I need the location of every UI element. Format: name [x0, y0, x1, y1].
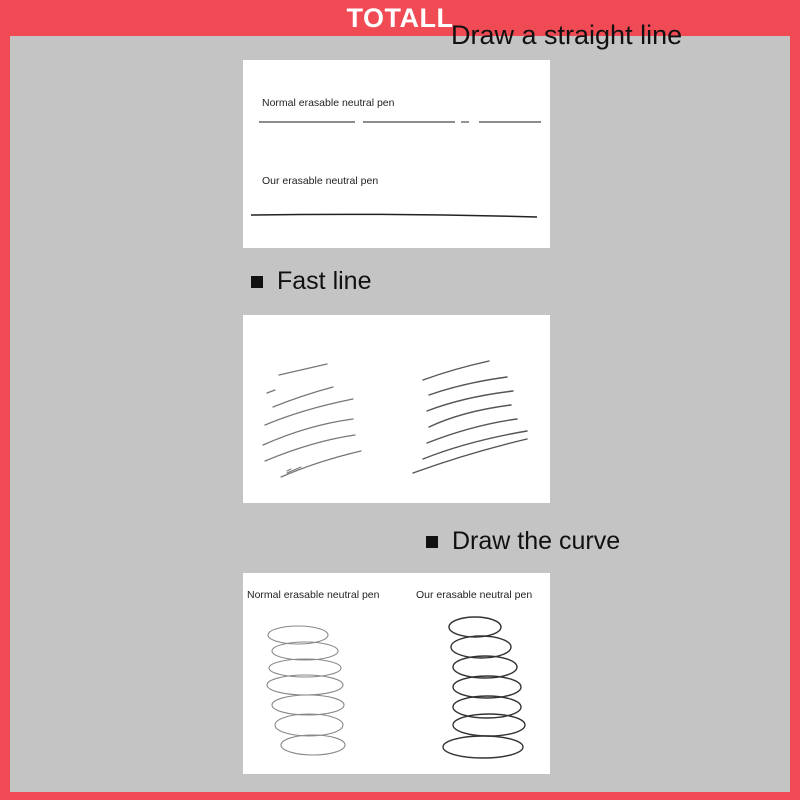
product-image-canvas: [10, 20, 790, 792]
straight-line-heading: Draw a straight line: [451, 20, 683, 50]
fast-line-heading: [251, 267, 371, 296]
our-pen-solid-stroke: [251, 214, 537, 217]
curve-heading: [426, 527, 620, 556]
our-pen-spiral: [443, 617, 525, 758]
curve-strokes: [243, 573, 550, 774]
our-pen-curve-label: Our erasable neutral pen: [416, 589, 533, 601]
square-bullet-icon: [426, 536, 438, 548]
curve-heading-text: Draw the curve: [452, 527, 621, 555]
our-pen-label: Our erasable neutral pen: [262, 175, 379, 187]
fast-line-heading-text: Fast line: [277, 267, 372, 295]
curve-sample-card: [243, 573, 550, 774]
our-pen-fast-strokes: [413, 361, 527, 473]
square-bullet-icon: [251, 276, 263, 288]
fast-line-strokes: [243, 315, 550, 503]
normal-pen-fast-strokes: [263, 364, 361, 477]
fast-line-sample-card: [243, 315, 550, 503]
straight-line-sample-card: [243, 60, 550, 248]
normal-pen-curve-label: Normal erasable neutral pen: [247, 589, 380, 601]
normal-pen-label: Normal erasable neutral pen: [262, 97, 395, 109]
normal-pen-spiral: [267, 626, 345, 755]
brand-name: TOTALL: [346, 2, 454, 33]
straight-line-strokes: [243, 60, 550, 248]
